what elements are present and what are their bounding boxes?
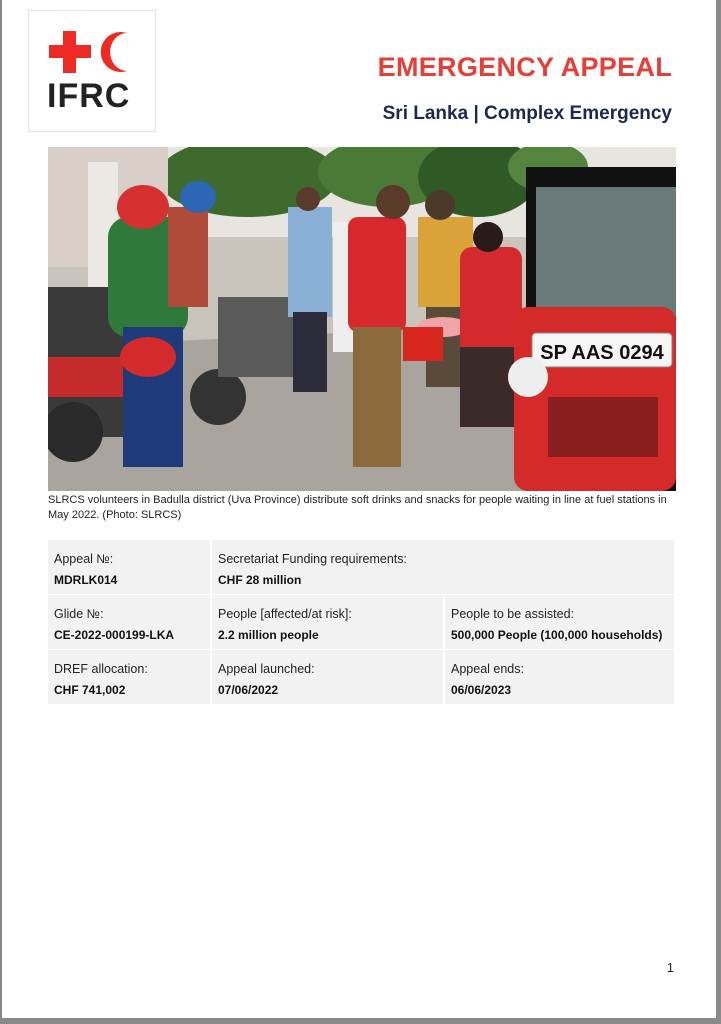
dref-label: DREF allocation:	[54, 662, 148, 676]
red-cross-icon	[49, 31, 91, 73]
photo-caption: SLRCS volunteers in Badulla district (Uva Province) distribute soft drinks and snacks for people waiting in line at fuel stations in May 2022. (Photo: SLRCS)	[48, 494, 667, 521]
appeal-number-cell	[48, 540, 210, 594]
ends-cell	[445, 650, 674, 704]
logo-text: IFRC	[47, 77, 131, 115]
ends-value: 06/06/2023	[451, 683, 512, 697]
launched-label: Appeal launched:	[218, 662, 315, 676]
glide-cell	[48, 595, 210, 649]
people-assisted-value: 500,000 People (100,000 households)	[451, 628, 663, 642]
page-subtitle: Sri Lanka | Complex Emergency	[382, 103, 672, 124]
launched-value: 07/06/2022	[218, 683, 279, 697]
people-affected-label: People [affected/at risk]:	[218, 607, 352, 621]
funding-value: CHF 28 million	[218, 573, 302, 587]
ifrc-logo	[28, 10, 156, 132]
people-assisted-label: People to be assisted:	[451, 607, 574, 621]
appeal-number-value: MDRLK014	[54, 573, 118, 587]
people-affected-value: 2.2 million people	[218, 628, 319, 642]
dref-value: CHF 741,002	[54, 683, 126, 697]
people-assisted-cell	[445, 595, 674, 649]
ends-label: Appeal ends:	[451, 662, 524, 676]
page-number: 1	[666, 960, 674, 975]
document-page	[2, 0, 716, 1018]
red-crescent-icon	[97, 29, 137, 75]
glide-value: CE-2022-000199-LKA	[54, 628, 175, 642]
cover-photo	[48, 147, 676, 491]
appeal-info-table	[48, 540, 676, 705]
funding-cell	[212, 540, 674, 594]
launched-cell	[212, 650, 443, 704]
glide-label: Glide №:	[54, 607, 104, 621]
page-title: EMERGENCY APPEAL	[377, 52, 672, 82]
appeal-number-label: Appeal №:	[54, 552, 114, 566]
license-plate: SP AAS 0294	[540, 342, 664, 364]
table-row	[48, 650, 676, 704]
table-row	[48, 595, 676, 649]
people-affected-cell	[212, 595, 443, 649]
funding-label: Secretariat Funding requirements:	[218, 552, 407, 566]
table-row	[48, 540, 676, 594]
dref-cell	[48, 650, 210, 704]
